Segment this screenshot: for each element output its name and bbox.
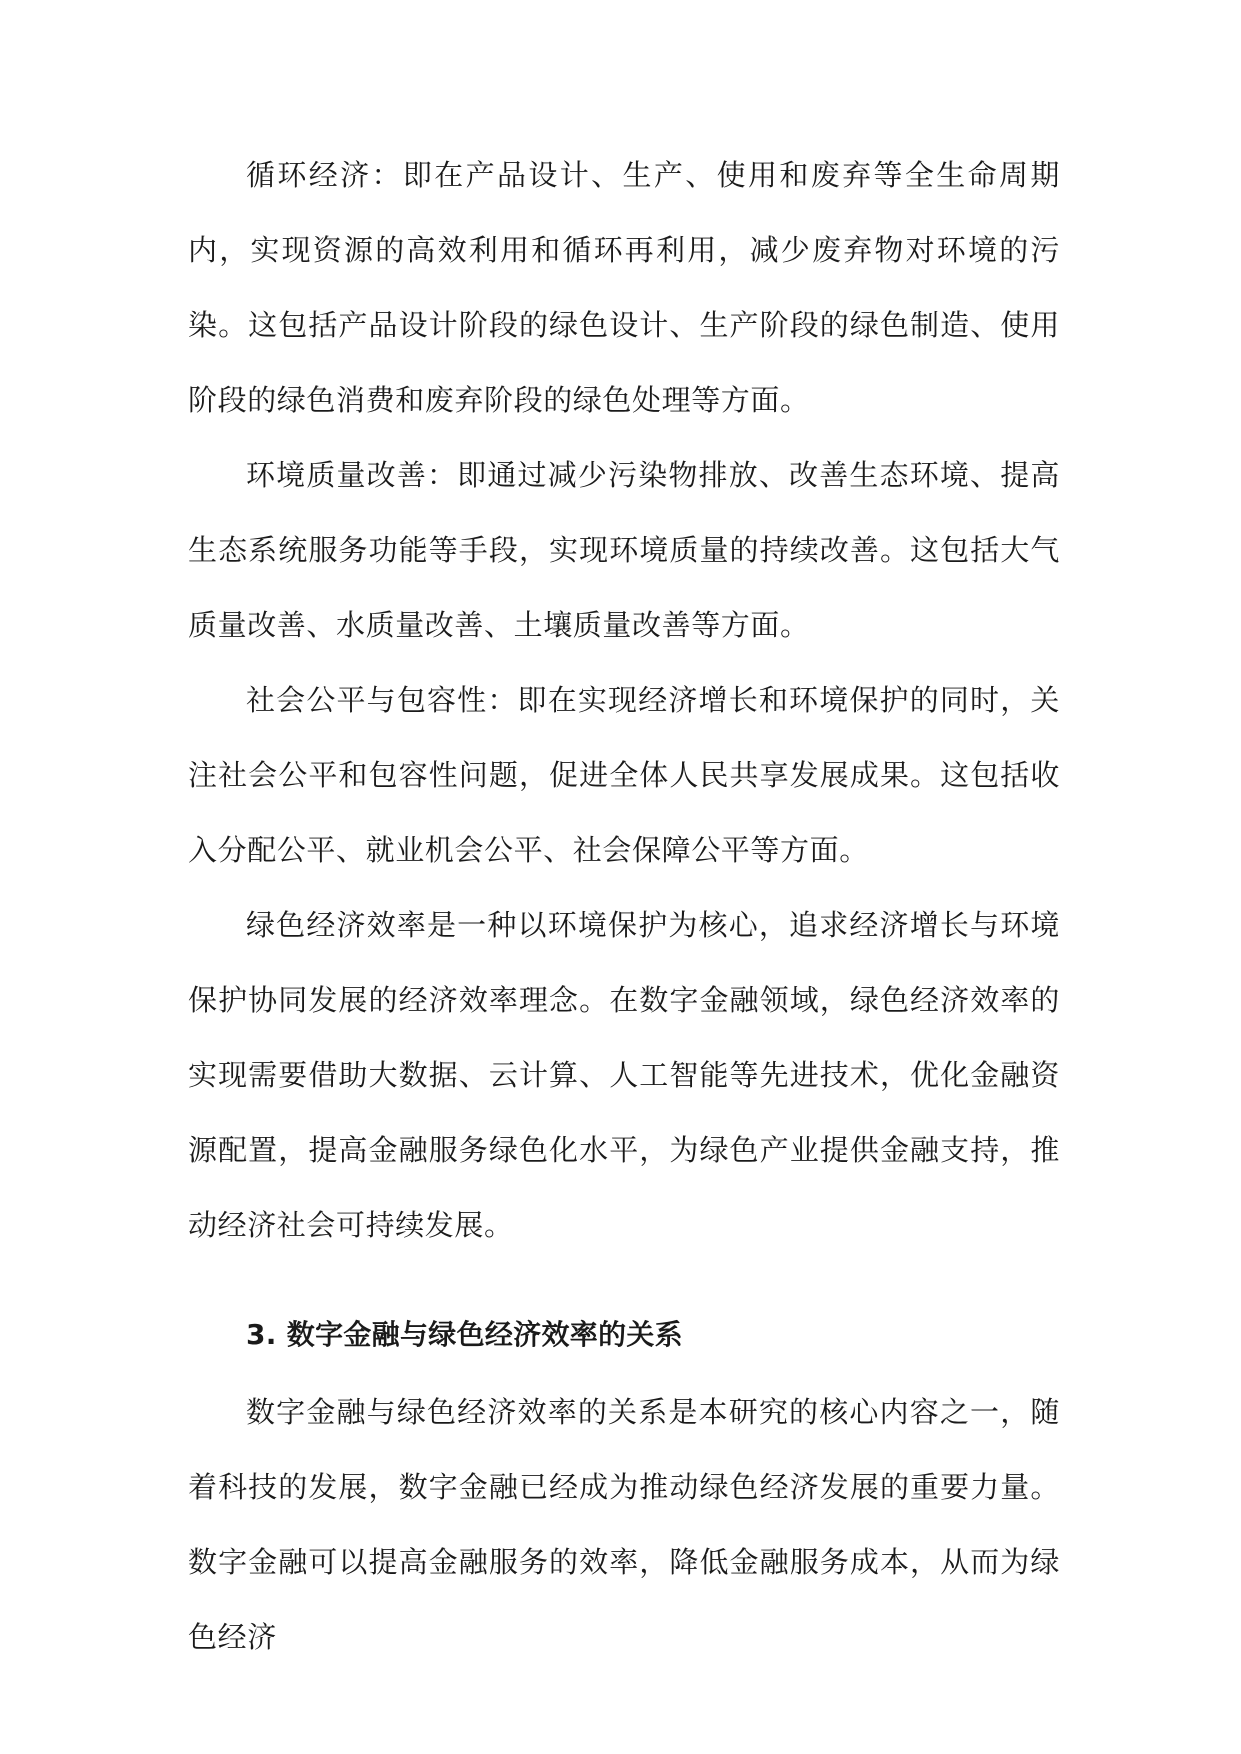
- paragraph-environmental-quality: 环境质量改善：即通过减少污染物排放、改善生态环境、提高生态系统服务功能等手段，实现环境质量的持续改善。这包括大气质量改善、水质量改善、土壤质量改善等方面。: [188, 458, 1060, 642]
- paragraph-green-efficiency: 绿色经济效率是一种以环境保护为核心，追求经济增长与环境保护协同发展的经济效率理念。在数字金融领域，绿色经济效率的实现需要借助大数据、云计算、人工智能等先进技术，优化金融资源配置，提高金融服务绿色化水平，为绿色产业提供金融支持，推动经济社会可持续发展。: [188, 908, 1060, 1242]
- section-spacer: [188, 1263, 1060, 1315]
- paragraph-relationship: 数字金融与绿色经济效率的关系是本研究的核心内容之一，随着科技的发展，数字金融已经成为推动绿色经济发展的重要力量。数字金融可以提高金融服务的效率，降低金融服务成本，从而为绿色经济: [188, 1395, 1060, 1654]
- paragraph-social-equity: 社会公平与包容性：即在实现经济增长和环境保护的同时，关注社会公平和包容性问题，促进全体人民共享发展成果。这包括收入分配公平、就业机会公平、社会保障公平等方面。: [188, 683, 1060, 867]
- section-spacer: [188, 1355, 1060, 1375]
- document-page: [188, 138, 1060, 1675]
- section-heading: 3. 数字金融与绿色经济效率的关系: [246, 1318, 683, 1351]
- paragraph-circular-economy: 循环经济：即在产品设计、生产、使用和废弃等全生命周期内，实现资源的高效利用和循环再利用，减少废弃物对环境的污染。这包括产品设计阶段的绿色设计、生产阶段的绿色制造、使用阶段的绿色消费和废弃阶段的绿色处理等方面。: [188, 158, 1060, 417]
